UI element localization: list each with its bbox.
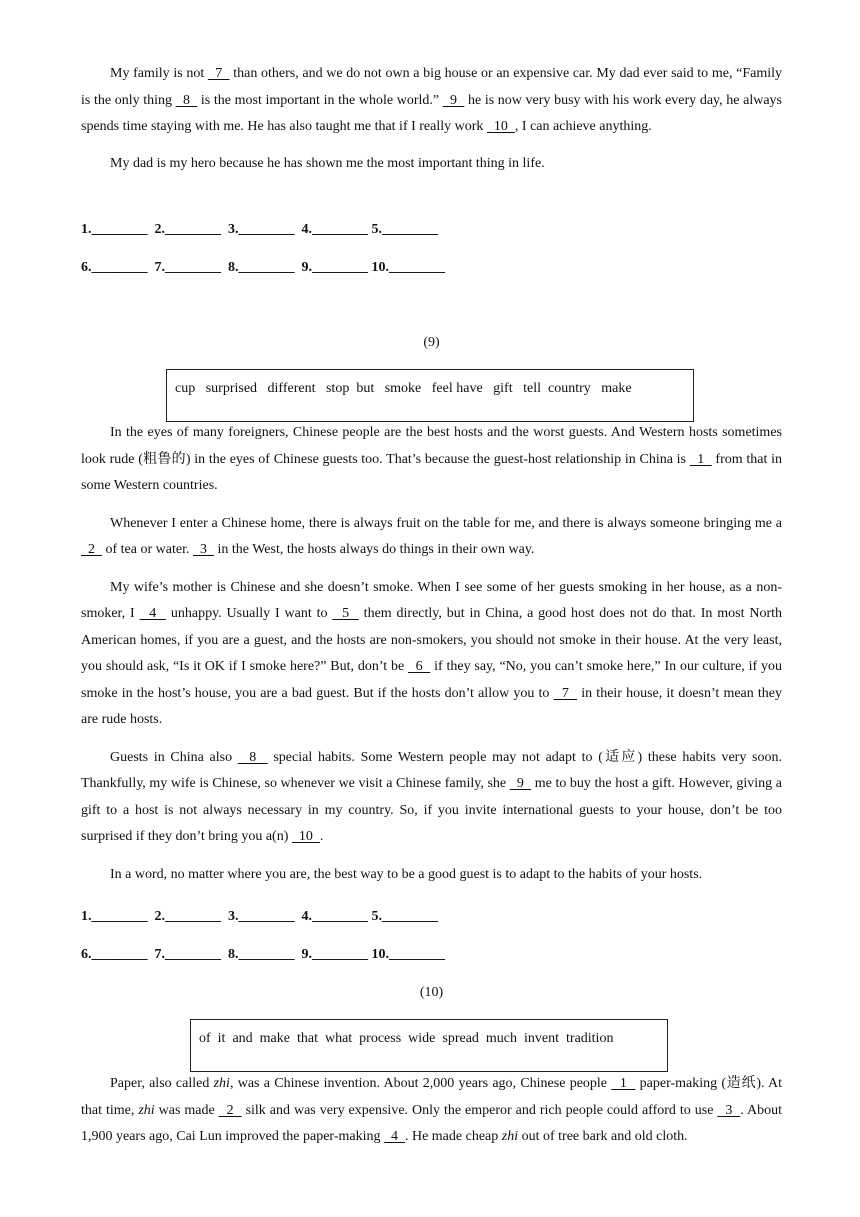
- section-number: (10): [419, 985, 444, 1000]
- text-run: special habits. Some Western people may not adapt to (适应) these habits very soon. Thankfully, my wife is Chinese, so whenever we visit a Chinese family, she: [81, 749, 783, 791]
- answer-blank: 1: [611, 1076, 636, 1091]
- answer-blank: 10: [486, 119, 515, 134]
- text-run: is the most important in the whole world.”: [197, 92, 443, 108]
- text-run: In a word, no matter where you are, the best way to be a good guest is to adapt to the habits of your hosts.: [110, 866, 703, 882]
- answer-blank: 3: [192, 542, 214, 557]
- answer-blank: 6: [408, 659, 431, 674]
- italic-term: zhi: [213, 1076, 230, 1091]
- answer-blank: 1: [689, 451, 712, 467]
- section9-passage: [81, 420, 782, 888]
- word-bank: of it and make that what process wide spread much invent tradition: [199, 1031, 614, 1046]
- text-run: paper-making (造纸). At that time,: [81, 1076, 783, 1118]
- paragraph: [81, 575, 782, 734]
- text-run: if they say, “No, you can’t smoke here,” In our culture, if you smoke in the host’s house, you are a bad guest. But if the hosts don’t allow you to: [81, 659, 782, 701]
- text-run: . He made cheap: [404, 1129, 502, 1144]
- answer-blank: 7: [553, 685, 578, 701]
- text-run: unhappy. Usually I want to: [166, 606, 333, 621]
- answer-row: 6.________ 7.________ 8.________ 9.________ 10.________: [81, 947, 445, 962]
- answer-blank: 4: [383, 1129, 405, 1144]
- paragraph: [81, 511, 782, 564]
- answer-blank: 9: [442, 92, 465, 108]
- text-run: My family is not: [110, 66, 208, 81]
- text-run: silk and was very expensive. Only the emperor and rich people could afford to use: [241, 1102, 718, 1118]
- paragraph: [81, 745, 782, 851]
- answer-blank: 8: [175, 92, 198, 108]
- paragraph: [81, 862, 782, 889]
- text-run: Guests in China also: [110, 749, 238, 765]
- text-run: than others, and we do not own a big house or an expensive car. My dad ever said to me, “Family is the only thing: [81, 66, 782, 108]
- text-run: he is now very busy with his work every day, he always spends time staying with me. He has also taught me that if I really work: [81, 92, 783, 134]
- text-run: from that in some Western countries.: [81, 451, 782, 493]
- text-run: Paper, also called: [110, 1076, 214, 1091]
- text-run: My wife’s mother is Chinese and she doesn’t smoke. When I see some of her guests smoking in her house, as a non-smoker, I: [81, 579, 782, 621]
- word-bank-box: [166, 369, 694, 422]
- answer-blank: 7: [207, 66, 230, 81]
- italic-term: zhi: [501, 1129, 519, 1144]
- answer-row: 1.________ 2.________ 3.________ 4.________ 5.________: [81, 222, 438, 237]
- answer-blank: 2: [81, 542, 102, 557]
- text-run: them directly, but in China, a good host does not do that. In most North American homes, if you are a guest, and the hosts are non-smokers, you should not smoke in their house. At the very least, you should ask, “Is it OK if I smoke here?” But, don’t be: [81, 606, 783, 674]
- answer-row: 1.________ 2.________ 3.________ 4.________ 5.________: [81, 909, 438, 924]
- italic-term: zhi: [138, 1102, 155, 1118]
- answer-blank: 5: [332, 606, 359, 621]
- answer-blank: 9: [509, 776, 532, 791]
- text-run: . About 1,900 years ago, Cai Lun improved the paper-making: [81, 1102, 783, 1144]
- text-run: in the West, the hosts always do things in their own way.: [213, 542, 535, 557]
- paragraph: [81, 61, 782, 141]
- answer-blank: 4: [139, 606, 167, 621]
- text-run: My dad is my hero because he has shown me the most important thing in life.: [110, 155, 545, 171]
- answer-blank: 3: [717, 1102, 741, 1118]
- section-number: (9): [423, 335, 440, 350]
- section10-passage: [81, 1071, 782, 1151]
- paragraph: [81, 420, 782, 500]
- text-run: was made: [154, 1102, 219, 1118]
- text-run: , was a Chinese invention. About 2,000 years ago, Chinese people: [229, 1076, 612, 1091]
- text-run: out of tree bark and old cloth.: [518, 1129, 688, 1144]
- answer-row: 6.________ 7.________ 8.________ 9.________ 10.________: [81, 260, 445, 275]
- paragraph: [81, 151, 782, 178]
- answer-blank: 10: [291, 829, 320, 844]
- word-bank: cup surprised different stop but smoke feel have gift tell country make: [175, 381, 632, 396]
- text-run: in their house, it doesn’t mean they are rude hosts.: [81, 685, 783, 727]
- answer-blank: 8: [237, 749, 268, 765]
- text-run: Whenever I enter a Chinese home, there is always fruit on the table for me, and there is always someone bringing me a: [110, 515, 782, 531]
- answer-blank: 2: [218, 1102, 242, 1118]
- top-passage: [81, 61, 782, 177]
- paragraph: [81, 1071, 782, 1151]
- text-run: .: [319, 829, 324, 844]
- text-run: In the eyes of many foreigners, Chinese people are the best hosts and the worst guests. And Western hosts sometimes look rude (粗鲁的) in the eyes of Chinese guests too. That’s because the guest-host relationship in China is: [81, 425, 782, 467]
- word-bank-box: [190, 1019, 668, 1072]
- text-run: me to buy the host a gift. However, giving a gift to a host is not always necessary in my country. So, if you invite international guests to your house, don’t be too surprised if they don’t bring you a(n): [81, 776, 782, 844]
- text-run: , I can achieve anything.: [514, 119, 652, 134]
- text-run: of tea or water.: [102, 542, 193, 557]
